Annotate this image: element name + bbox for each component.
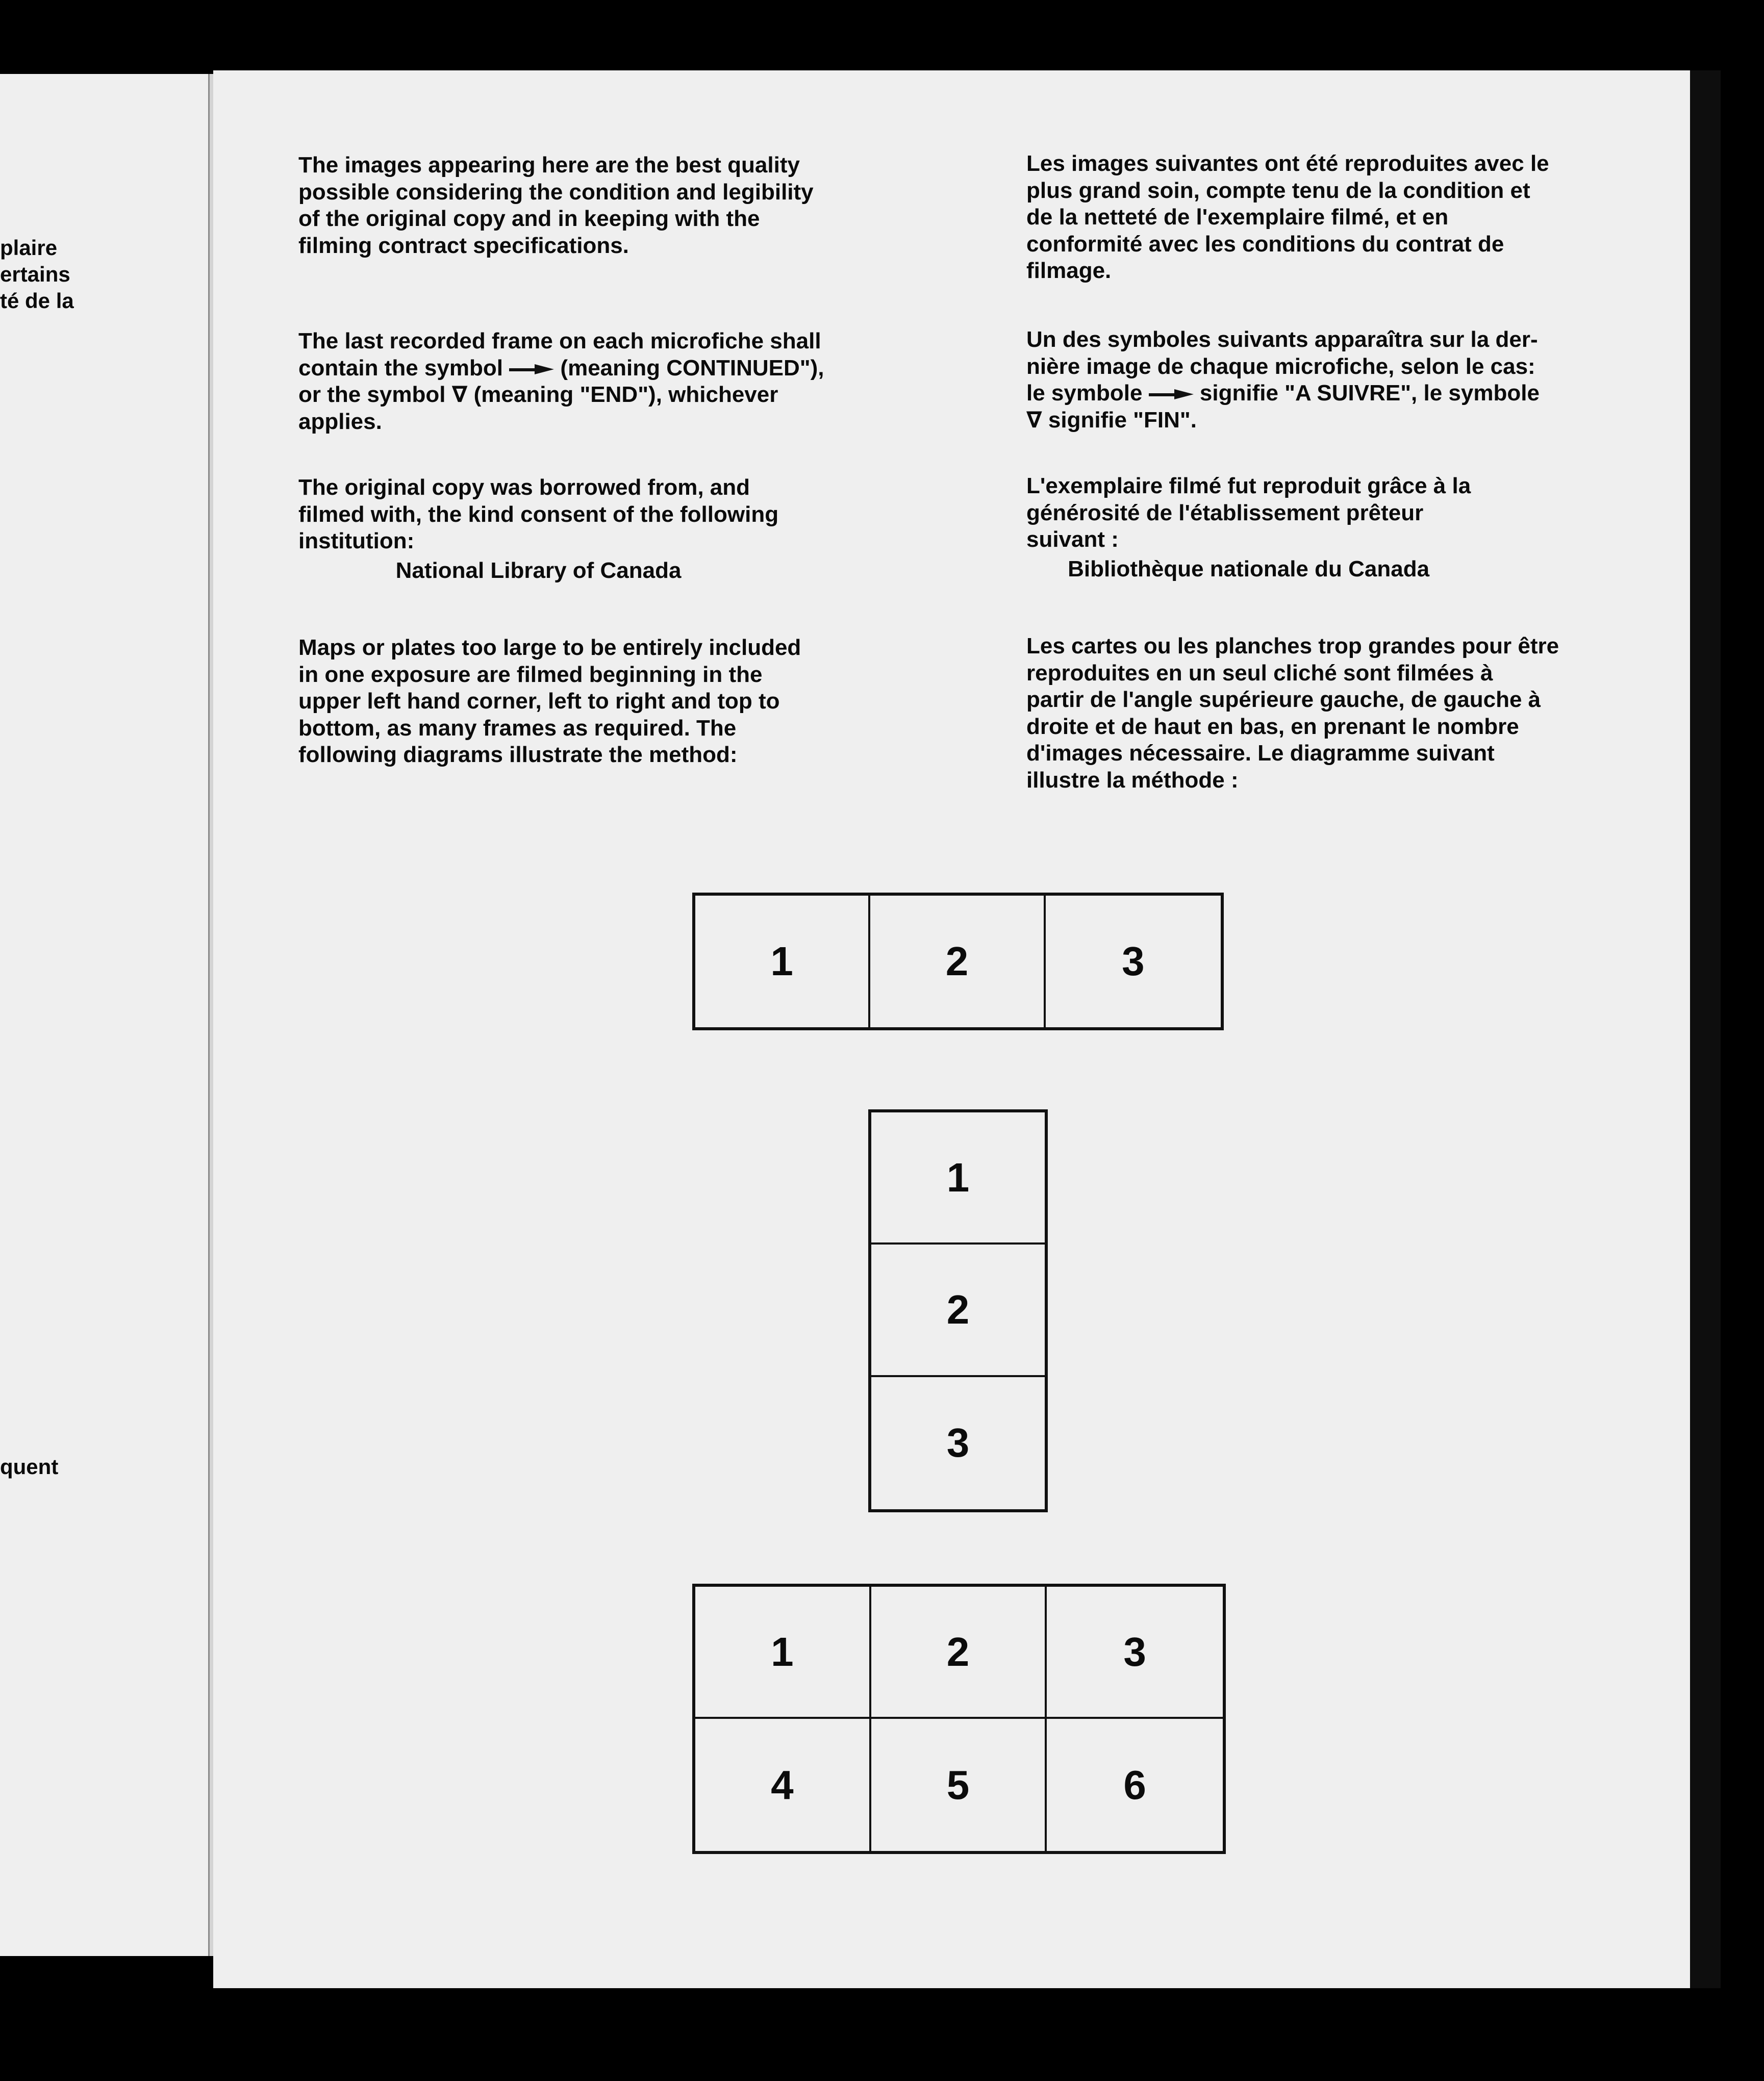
- text-line: de la netteté de l'exemplaire filmé, et en: [1026, 205, 1449, 230]
- text-line: Les images suivantes ont été reproduites avec le: [1026, 151, 1549, 176]
- frame-cell: 3: [1047, 1587, 1223, 1719]
- text-line: reproduites en un seul cliché sont filmées à: [1026, 660, 1493, 686]
- frame-cell: 2: [870, 896, 1045, 1027]
- text-line: Maps or plates too large to be entirely included: [298, 635, 801, 660]
- text-line: filmed with, the kind consent of the following: [298, 501, 779, 527]
- text-line: bottom, as many frames as required. The: [298, 715, 737, 741]
- text-line: in one exposure are filmed beginning in the: [298, 662, 763, 687]
- frame-cell: 1: [695, 896, 870, 1027]
- english-paragraph-quality: [298, 152, 814, 259]
- text-line: upper left hand corner, left to right and top to: [298, 689, 780, 714]
- french-paragraph-maps: [1026, 633, 1559, 794]
- frame-cell: 3: [1122, 938, 1145, 984]
- text-line: of the original copy and in keeping with the: [298, 206, 760, 231]
- text-line: possible considering the condition and legibility: [298, 179, 814, 205]
- text-line: plus grand soin, compte tenu de la condition et: [1026, 177, 1530, 203]
- text-line: Les cartes ou les planches trop grandes pour être: [1026, 633, 1559, 658]
- text-span: signifie "A SUIVRE", le symbole: [1199, 380, 1540, 405]
- text-line: nière image de chaque microfiche, selon le cas:: [1026, 353, 1535, 379]
- text-span: le symbole: [1026, 380, 1143, 405]
- text-line: L'exemplaire filmé fut reproduit grâce à la: [1026, 473, 1471, 498]
- text-line: applies.: [298, 409, 382, 434]
- text-line: The last recorded frame on each microfiche shall: [298, 328, 821, 353]
- english-paragraph-maps: [298, 635, 801, 769]
- frame-cell: 2: [871, 1245, 1045, 1377]
- institution-name: National Library of Canada: [395, 557, 682, 583]
- french-paragraph-quality: [1026, 150, 1549, 285]
- end-symbol-icon: ∇: [451, 382, 468, 407]
- frame-cell: 1: [871, 1112, 1045, 1245]
- text-line: The images appearing here are the best quality: [298, 153, 800, 177]
- diagram-grid: [692, 1584, 1226, 1854]
- text-line: [1026, 380, 1540, 407]
- frame-cell: 6: [1123, 1762, 1146, 1808]
- arrow-right-icon: [1149, 388, 1194, 401]
- text-line: filming contract specifications.: [298, 233, 629, 258]
- english-paragraph-symbols: [298, 328, 824, 435]
- text-line: following diagrams illustrate the method:: [298, 742, 738, 767]
- text-line: générosité de l'établissement prêteur: [1026, 500, 1424, 525]
- text-line: filmage.: [1026, 258, 1112, 283]
- diagram-row: [692, 893, 1224, 1030]
- text-line: suivant :: [1026, 527, 1119, 552]
- text-span: contain the symbol: [298, 355, 503, 380]
- text-span: signifie "FIN".: [1048, 407, 1197, 433]
- institution-name: Bibliothèque nationale du Canada: [1068, 556, 1430, 581]
- left-fragment-1: plaire: [0, 236, 58, 260]
- frame-cell: 1: [695, 1587, 871, 1719]
- frame-cell: 5: [871, 1719, 1047, 1851]
- text-span: (meaning "END"), whichever: [473, 382, 778, 407]
- frame-cell: 3: [946, 1420, 970, 1466]
- left-fragment-3: té de la: [0, 289, 74, 313]
- text-line: droite et de haut en bas, en prenant le nombre: [1026, 714, 1519, 739]
- text-line: illustre la méthode :: [1026, 767, 1239, 793]
- left-fragment-2: ertains: [0, 262, 70, 286]
- left-page-fragment: [0, 74, 212, 1956]
- right-margin: [1690, 70, 1721, 1988]
- text-span: (meaning CONTINUED"),: [560, 355, 824, 380]
- text-line: [298, 355, 824, 382]
- text-line: [298, 382, 824, 409]
- text-span: or the symbol: [298, 382, 446, 407]
- french-paragraph-institution: [1026, 473, 1471, 582]
- text-line: Un des symboles suivants apparaîtra sur la der-: [1026, 327, 1538, 352]
- text-line: [1026, 407, 1540, 434]
- end-symbol-icon: ∇: [1026, 407, 1042, 433]
- arrow-right-icon: [509, 363, 554, 376]
- text-line: institution:: [298, 528, 415, 553]
- text-line: conformité avec les conditions du contrat de: [1026, 231, 1504, 257]
- text-line: The original copy was borrowed from, and: [298, 475, 750, 500]
- frame-cell: 4: [695, 1719, 871, 1851]
- left-fragment-4: quent: [0, 1455, 59, 1479]
- text-line: partir de l'angle supérieure gauche, de gauche à: [1026, 687, 1541, 712]
- french-paragraph-symbols: [1026, 326, 1540, 434]
- diagram-column: [868, 1109, 1048, 1512]
- text-line: d'images nécessaire. Le diagramme suivant: [1026, 741, 1495, 766]
- english-paragraph-institution: [298, 474, 778, 584]
- frame-cell: 2: [871, 1587, 1047, 1719]
